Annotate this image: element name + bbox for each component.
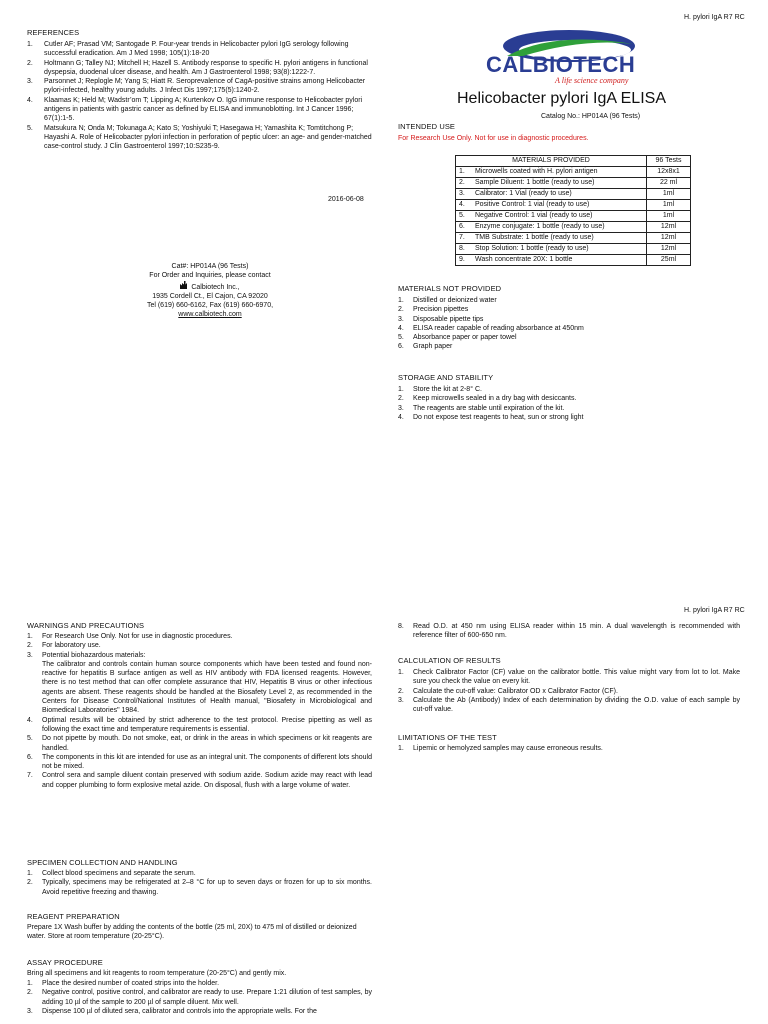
calculation-list — [398, 668, 740, 714]
specimen-heading: SPECIMEN COLLECTION AND HANDLING — [27, 858, 178, 867]
specimen-item — [27, 878, 372, 897]
storage-item-text: Keep microwells sealed in a dry bag with desiccants. — [413, 395, 577, 403]
reference-text: Klaamas K; Held M; Wadstr’om T; Lipping A; Kurtenkov O. IgG immune response to Helicobacter pylori antigens in patients with gastric cancer as defined by ELISA and immunoblotting. Int J Cancer 1996; 67(1):1-5. — [44, 96, 363, 123]
assay-item — [27, 1007, 372, 1016]
warning-item — [27, 771, 372, 790]
calculation-item — [398, 668, 740, 687]
materials-not-provided-item — [398, 305, 738, 314]
materials-row — [456, 244, 691, 255]
step8-row — [398, 622, 740, 641]
materials-not-provided-item-num: 3. — [398, 315, 404, 323]
warning-item-text: Control sera and sample diluent contain preserved with sodium azide. Sodium azide may react with lead and copper plumbing to form explosive metal azide. On disposal, flush with a large volume of water. — [42, 772, 372, 789]
reference-num: 4. — [27, 96, 33, 104]
materials-not-provided-item — [398, 333, 738, 342]
materials-row-qty: 1ml — [647, 189, 691, 200]
storage-item-num: 3. — [398, 404, 404, 412]
limitation-item-num: 1. — [398, 745, 404, 752]
warning-item-text: Do not pipette by mouth. Do not smoke, eat, or drink in the areas in which specimens or kit reagents are handled. — [42, 735, 372, 752]
step8-text: Read O.D. at 450 nm using ELISA reader within 15 min. A dual wavelength is recommended with reference filter of 600-650 nm. — [413, 623, 740, 640]
calbiotech-logo — [483, 26, 653, 88]
reference-item — [27, 124, 372, 152]
warning-item-num: 6. — [27, 753, 33, 761]
calculation-heading: CALCULATION OF RESULTS — [398, 656, 501, 665]
reference-num: 2. — [27, 59, 33, 67]
assay-item-num: 2. — [27, 989, 33, 997]
materials-row-num: 4. — [456, 200, 473, 211]
materials-row-num: 6. — [456, 222, 473, 233]
reference-item — [27, 77, 372, 96]
storage-item — [398, 404, 738, 413]
specimen-item-text: Typically, specimens may be refrigerated at 2–8 °C for up to seven days or frozen for up to six months. Avoid repetitive freezing and thawing. — [42, 879, 372, 896]
materials-not-provided-heading: MATERIALS NOT PROVIDED — [398, 284, 502, 293]
calculation-item-text: Check Calibrator Factor (CF) value on the calibrator bottle. This value might vary from lot to lot. Make sure you check the value on every kit. — [413, 669, 740, 686]
limitations-heading: LIMITATIONS OF THE TEST — [398, 733, 497, 742]
warning-item-num: 5. — [27, 735, 33, 743]
storage-item-text: Do not expose test reagents to heat, sun or strong light — [413, 413, 584, 421]
warning-item — [27, 753, 372, 772]
warning-item — [27, 632, 372, 641]
reference-num: 1. — [27, 41, 33, 48]
materials-row-num: 8. — [456, 244, 473, 255]
materials-row-item: Negative Control: 1 vial (ready to use) — [472, 211, 647, 222]
document-title: Helicobacter pylori IgA ELISA — [457, 90, 666, 107]
materials-not-provided-item-num: 6. — [398, 343, 404, 351]
materials-not-provided-list — [398, 296, 738, 352]
reagent-heading: REAGENT PREPARATION — [27, 912, 120, 921]
company-line — [110, 281, 310, 292]
materials-not-provided-item-text: Absorbance paper or paper towel — [413, 334, 517, 342]
calculation-item-num: 2. — [398, 687, 404, 695]
page1-header-code: H. pylori IgA R7 RC — [684, 14, 745, 21]
materials-header-item: MATERIALS PROVIDED — [456, 156, 647, 167]
materials-row-num: 2. — [456, 178, 473, 189]
limitation-item-text: Lipemic or hemolyzed samples may cause erroneous results. — [413, 745, 603, 752]
materials-not-provided-item — [398, 296, 738, 305]
warning-item — [27, 716, 372, 735]
warning-item-text: Optimal results will be obtained by strict adherence to the test protocol. Precise pipetting as well as following the exact time and temperature requirements is essential. — [42, 716, 372, 733]
assay-item-num: 1. — [27, 980, 33, 987]
warning-item — [27, 651, 372, 716]
materials-row-qty: 1ml — [647, 200, 691, 211]
materials-row-qty: 22 ml — [647, 178, 691, 189]
specimen-item-text: Collect blood specimens and separate the serum. — [42, 870, 196, 877]
warning-item-num: 3. — [27, 651, 33, 659]
warning-item-text: For laboratory use. — [42, 642, 101, 650]
warning-item-text: Potential biohazardous materials: The calibrator and controls contain human source components which have been tested and found non-reactive for hepatitis B surface antigen as well as HIV antibody with FDA licensed reagents. However, there is no test method that can offer complete assurance that HIV, Hepatitis B virus or other infectious agents are absent. These reagents should be handled at the Biosafety Level 2, as recommended in the Centers for Disease Control/National Institutes of Health manual, "Biosafety in Microbiological and Biomedical Laboratories" 1984. — [42, 651, 372, 715]
website-link[interactable]: www.calbiotech.com — [178, 311, 242, 319]
assay-item-text: Dispense 100 µl of diluted sera, calibrator and controls into the appropriate wells. For the — [42, 1007, 317, 1015]
materials-header-qty: 96 Tests — [647, 156, 691, 167]
materials-row — [456, 233, 691, 244]
materials-not-provided-item-num: 1. — [398, 297, 404, 304]
company-name: Calbiotech Inc., — [191, 283, 240, 291]
materials-not-provided-item-num: 5. — [398, 334, 404, 342]
reference-item — [27, 96, 372, 124]
references-date: 2016-06-08 — [328, 196, 364, 203]
materials-row — [456, 222, 691, 233]
reference-text: Parsonnet J; Replogle M; Yang S; Hiatt R. Seroprevalence of CagA-positive strains among Helicobacter pylori-infected, healthy young adults. J Infect Dis 1997;175(5):1240-2. — [44, 78, 366, 95]
limitations-list — [398, 744, 740, 753]
storage-list — [398, 385, 738, 422]
materials-not-provided-item-num: 2. — [398, 306, 404, 314]
storage-item-text: Store the kit at 2-8° C. — [413, 386, 482, 393]
materials-row-item: Calibrator: 1 Vial (ready to use) — [472, 189, 647, 200]
assay-item — [27, 988, 372, 1007]
materials-row-num: 9. — [456, 255, 473, 266]
warnings-list — [27, 632, 372, 790]
materials-row-item: Wash concentrate 20X: 1 bottle — [472, 255, 647, 266]
storage-item — [398, 413, 738, 422]
storage-item — [398, 394, 738, 403]
warnings-heading: WARNINGS AND PRECAUTIONS — [27, 621, 145, 630]
storage-item-num: 2. — [398, 395, 404, 403]
materials-row — [456, 167, 691, 178]
materials-row-item: Sample Diluent: 1 bottle (ready to use) — [472, 178, 647, 189]
materials-row-qty: 12x8x1 — [647, 167, 691, 178]
assay-list — [27, 979, 372, 1016]
reference-text: Holtmann G; Talley NJ; Mitchell H; Hazell S. Antibody response to specific H. pylori antigens in functional dyspepsia, duodenal ulcer disease, and health. Am J Gastroenterol 1998; 93(8):1222-7. — [44, 59, 368, 76]
step8-block — [398, 622, 740, 641]
calculation-item-text: Calculate the cut-off value: Calibrator OD x Calibrator Factor (CF). — [413, 687, 618, 695]
assay-item-text: Place the desired number of coated strips into the holder. — [42, 980, 220, 987]
warning-item-num: 4. — [27, 716, 33, 724]
reference-text: Matsukura N; Onda M; Tokunaga A; Kato S; Yoshiyuki T; Hasegawa H; Yamashita K; Tomtitchong P; Hayashi A. Role of Helicobacter pylori infection in perforation of peptic ulcer: an age- and gender-matched case-control study. J Clin Gastroenterol 1997;10:S235-9. — [44, 124, 372, 151]
materials-row-item: Enzyme conjugate: 1 bottle (ready to use) — [472, 222, 647, 233]
materials-row-qty: 12ml — [647, 244, 691, 255]
factory-icon — [180, 284, 191, 291]
materials-row-item: Positive Control: 1 vial (ready to use) — [472, 200, 647, 211]
materials-not-provided-item-text: Disposable pipette tips — [413, 315, 484, 323]
materials-row-qty: 12ml — [647, 233, 691, 244]
materials-row-num: 7. — [456, 233, 473, 244]
materials-not-provided-item-text: Graph paper — [413, 343, 453, 351]
phone: Tel (619) 660-6162, Fax (619) 660-6970, — [146, 302, 274, 310]
catalog-number: Cat#: HP014A (96 Tests) — [171, 263, 249, 270]
storage-item — [398, 385, 738, 394]
materials-table-header — [456, 156, 691, 167]
catalog-line: Catalog No.: HP014A (96 Tests) — [541, 113, 641, 120]
assay-item-text: Negative control, positive control, and calibrator are ready to use. Prepare 1:21 dilution of test samples, by adding 10 µl of the sample to 200 µl of sample diluent. Mix well. — [42, 989, 372, 1006]
specimen-item-num: 2. — [27, 879, 33, 887]
calculation-item-text: Calculate the Ab (Antibody) Index of each determination by dividing the O.D. value of each sample by cut-off value. — [413, 696, 740, 714]
storage-item-num: 1. — [398, 386, 404, 393]
references-heading: REFERENCES — [27, 28, 80, 37]
reference-num: 3. — [27, 78, 33, 86]
warning-item — [27, 641, 372, 650]
materials-not-provided-item-num: 4. — [398, 324, 404, 332]
materials-row — [456, 200, 691, 211]
materials-not-provided-item-text: ELISA reader capable of reading absorbance at 450nm — [413, 324, 584, 332]
reference-num: 5. — [27, 124, 33, 132]
reference-text: Cutler AF; Prasad VM; Santogade P. Four-year trends in Helicobacter pylori IgG serology following successful eradication. Am J Med 1998; 105(1):18-20 — [44, 41, 349, 58]
assay-intro: Bring all specimens and kit reagents to room temperature (20-25°C) and gently mix. — [27, 970, 287, 977]
materials-row-qty: 12ml — [647, 222, 691, 233]
materials-row-item: Stop Solution: 1 bottle (ready to use) — [472, 244, 647, 255]
limitation-item — [398, 744, 740, 753]
materials-row-item: Microwells coated with H. pylori antigen — [472, 167, 647, 178]
warning-item-text: For Research Use Only. Not for use in diagnostic procedures. — [42, 633, 233, 640]
reference-item — [27, 59, 372, 78]
contact-line: For Order and Inquiries, please contact — [149, 272, 271, 280]
storage-item-text: The reagents are stable until expiration of the kit. — [413, 404, 565, 412]
assay-heading: ASSAY PROCEDURE — [27, 958, 103, 967]
reference-item — [27, 40, 372, 59]
materials-row-qty: 25ml — [647, 255, 691, 266]
materials-not-provided-item — [398, 342, 738, 351]
materials-row — [456, 211, 691, 222]
assay-item-num: 3. — [27, 1007, 33, 1015]
materials-row-num: 3. — [456, 189, 473, 200]
calculation-item — [398, 687, 740, 696]
materials-table — [455, 155, 691, 266]
assay-item — [27, 979, 372, 988]
warning-item-text: The components in this kit are intended for use as an integral unit. The components of different lots should not be mixed. — [42, 753, 372, 771]
page2-header-code: H. pylori IgA R7 RC — [684, 607, 745, 614]
specimen-item — [27, 869, 372, 878]
materials-not-provided-item-text: Distilled or deionized water — [413, 297, 497, 304]
materials-not-provided-item — [398, 324, 738, 333]
specimen-item-num: 1. — [27, 870, 33, 877]
intended-use-text: For Research Use Only. Not for use in diagnostic procedures. — [398, 135, 589, 142]
calculation-item-num: 3. — [398, 696, 404, 704]
storage-heading: STORAGE AND STABILITY — [398, 373, 494, 382]
address: 1935 Cordell Ct., El Cajon, CA 92020 — [152, 292, 268, 300]
references-list — [27, 40, 372, 152]
logo-tagline: A life science company — [555, 76, 629, 85]
specimen-list — [27, 869, 372, 897]
step8-num: 8. — [398, 623, 404, 630]
materials-row-num: 5. — [456, 211, 473, 222]
materials-row — [456, 189, 691, 200]
calculation-item-num: 1. — [398, 669, 404, 676]
calculation-item — [398, 696, 740, 715]
contact-block — [110, 262, 310, 320]
materials-row-item: TMB Substrate: 1 bottle (ready to use) — [472, 233, 647, 244]
warning-item-num: 2. — [27, 642, 33, 650]
materials-not-provided-item — [398, 315, 738, 324]
materials-row-num: 1. — [456, 167, 473, 178]
warning-item-num: 7. — [27, 772, 33, 780]
intended-use-heading: INTENDED USE — [398, 122, 456, 131]
materials-row — [456, 255, 691, 266]
materials-not-provided-item-text: Precision pipettes — [413, 306, 469, 314]
reagent-text: Prepare 1X Wash buffer by adding the contents of the bottle (25 ml, 20X) to 475 ml of distilled or deionized water. Store at room temperature (20-25°C). — [27, 924, 357, 941]
materials-row-qty: 1ml — [647, 211, 691, 222]
warning-item-num: 1. — [27, 633, 33, 640]
warning-item — [27, 734, 372, 753]
materials-row — [456, 178, 691, 189]
logo-wordmark: CALBIOTECH — [486, 52, 636, 77]
storage-item-num: 4. — [398, 413, 404, 421]
